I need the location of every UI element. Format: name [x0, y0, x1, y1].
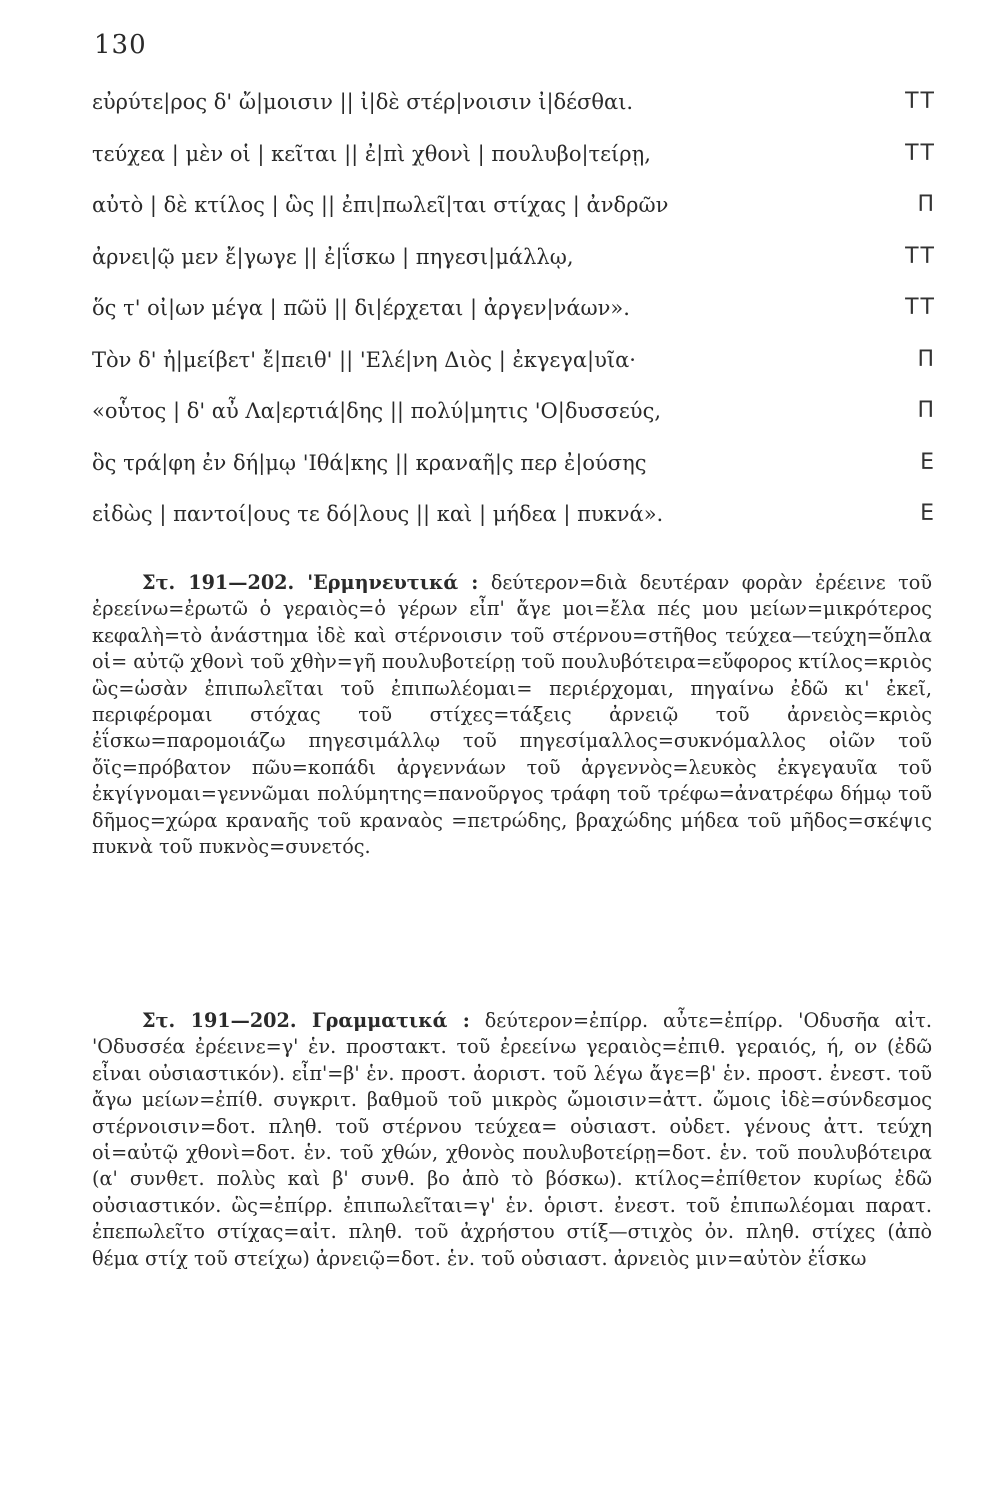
interpretive-body: δεύτερον=διὰ δευτέραν φορὰν ἐρέεινε τοῦ ἐρεείνω=ἐρωτῶ ὁ γεραιὸς=ὁ γέρων εἶπ' ἄγε μοι=ἔλα πές μου μείων=μικρότερος κεφαλὴ=τὸ ἀνάστημα ἰδὲ καὶ στέρνοισιν τοῦ στέρνου=στῆθος τεύχεα—τεύχη=ὅπλα οἱ= αὐτῷ χθονὶ τοῦ χθὴν=γῆ πουλυβοτείρῃ τοῦ πουλυβότειρα=εὔφορος κτίλος=κριὸς ὣς=ὡσὰν ἐπιπωλεῖται τοῦ ἐπιπωλέομαι= περιέρχομαι, πηγαίνω ἐδῶ κι' ἐκεῖ, περιφέρομαι στόχας τοῦ στίχες=τάξεις ἀρνειῷ τοῦ ἀρνειὸς=κριὸς ἐΐσκω=παρομοιάζω πηγεσιμάλλῳ τοῦ πηγεσίμαλλος=συκνόμαλλος οἰῶν τοῦ ὄϊς=πρόβατον πῶυ=κοπάδι ἀργεννάων τοῦ ἀργεννὸς=λευκὸς ἐκγεγαυῖα τοῦ ἐκγίγνομαι=γεννῶμαι πολύμητης=πανοῦργος τράφη τοῦ τρέφω=ἀνατρέφω δήμῳ τοῦ δῆμος=χώρα κραναῆς τοῦ κραναὸς =πετρώδης, βραχώδης μήδεα τοῦ μῆδος=σκέψις πυκνὰ τοῦ πυκνὸς=συνετός. [92, 571, 932, 859]
interpretive-heading: Στ. 191—202. 'Ερμηνευτικά : [142, 571, 479, 594]
verse-line [92, 443, 942, 495]
meter-mark: Π [917, 346, 936, 372]
interpretive-paragraph [92, 570, 932, 860]
interpretive-notes [92, 570, 932, 860]
meter-mark: Ε [920, 449, 936, 475]
verse-text: εἰδὼς | παντοί|ους τε δό|λους || καὶ | μήδεα | πυκνά». [92, 502, 664, 526]
grammatical-body: δεύτερον=ἐπίρρ. αὖτε=ἐπίρρ. 'Οδυσῆα αἰτ. 'Οδυσσέα ἐρέεινε=γ' ἑν. προστακτ. τοῦ ἐρεείνω γεραιὸς=ἐπιθ. γεραιός, ή, ον (ἐδῶ εἶναι οὐσιαστικόν). εἶπ'=β' ἑν. προστ. ἀοριστ. τοῦ λέγω ἄγε=β' ἑν. προστ. ἐνεστ. τοῦ ἄγω μείων=ἐπίθ. συγκριτ. βαθμοῦ τοῦ μικρὸς ὤμοισιν=ἀττ. ὤμοις ἰδὲ=σύνδεσμος στέρνοισιν=δοτ. πληθ. τοῦ στέρνου τεύχεα= οὐσιαστ. οὐδετ. γένους ἀττ. τεύχη οἱ=αὐτῷ χθονὶ=δοτ. ἑν. τοῦ χθών, χθονὸς πουλυβοτείρῃ=δοτ. ἑν. τοῦ πουλυβότειρα (α' συνθετ. πολὺς καὶ β' συνθ. βο ἀπὸ τὸ βόσκω). κτίλος=ἐπίθετον κυρίως ἐδῶ οὐσιαστικόν. ὣς=ἐπίρρ. ἐπιπωλεῖται=γ' ἑν. ὁριστ. ἐνεστ. τοῦ ἐπιπωλέομαι παρατ. ἐπεπωλεῖτο στίχας=αἰτ. πληθ. τοῦ ἀχρήστου στίξ—στιχὸς ὀν. πληθ. στίχες (ἀπὸ θέμα στίχ τοῦ στείχω) ἀρνειῷ=δοτ. ἑν. τοῦ οὐσιαστ. ἀρνειὸς μιν=αὐτὸν ἐΐσκω [92, 1009, 932, 1270]
meter-mark: Π [917, 192, 936, 217]
grammatical-heading: Στ. 191—202. Γραμματικά : [142, 1009, 470, 1032]
verse-text: εὐρύτε|ρος δ' ὤ|μοισιν || ἰ|δὲ στέρ|νοισιν ἰ|δέσθαι. [92, 90, 634, 114]
verse-line [92, 494, 942, 546]
verse-line [92, 134, 942, 186]
verse-text: αὐτὸ | δὲ κτίλος | ὣς || ἐπι|πωλεῖ|ται στίχας | ἀνδρῶν [92, 193, 669, 217]
meter-mark: ΤΤ [905, 295, 936, 320]
meter-mark: ΤΤ [905, 140, 936, 166]
verse-line [92, 237, 942, 289]
verse-line [92, 391, 942, 443]
verse-text: «οὗτος | δ' αὖ Λα|ερτιά|δης || πολύ|μητις 'Ο|δυσσεύς, [92, 399, 661, 423]
verse-line [92, 82, 942, 134]
verse-text: ὅς τ' οἰ|ων μέγα | πῶϋ || δι|έρχεται | ἀργεν|νάων». [92, 296, 630, 320]
verse-line [92, 288, 942, 340]
meter-mark: ΤΤ [905, 243, 936, 269]
verse-text: τεύχεα | μὲν οἱ | κεῖται || ἐ|πὶ χθονὶ | πουλυβο|τείρῃ, [92, 141, 651, 166]
grammatical-notes [92, 1008, 932, 1272]
meter-mark: Ε [920, 501, 936, 526]
verse-line [92, 340, 942, 392]
page-number: 130 [94, 30, 147, 60]
meter-mark: Π [917, 398, 936, 423]
meter-mark: ΤΤ [905, 89, 936, 114]
verse-line [92, 185, 942, 237]
verse-text: ὃς τρά|φη ἐν δή|μῳ 'Ιθά|κης || κραναῆ|ς περ ἐ|ούσης [92, 450, 647, 475]
verse-text: ἀρνει|ῷ μεν ἔ|γωγε || ἐ|ΐσκω | πηγεσι|μάλλῳ, [92, 244, 574, 269]
grammatical-paragraph [92, 1008, 932, 1272]
verse-text: Τὸν δ' ἠ|μείβετ' ἔ|πειθ' || 'Ελέ|νη Διὸς | ἐκγεγα|υῖα· [92, 347, 636, 372]
verse-block [92, 82, 942, 546]
